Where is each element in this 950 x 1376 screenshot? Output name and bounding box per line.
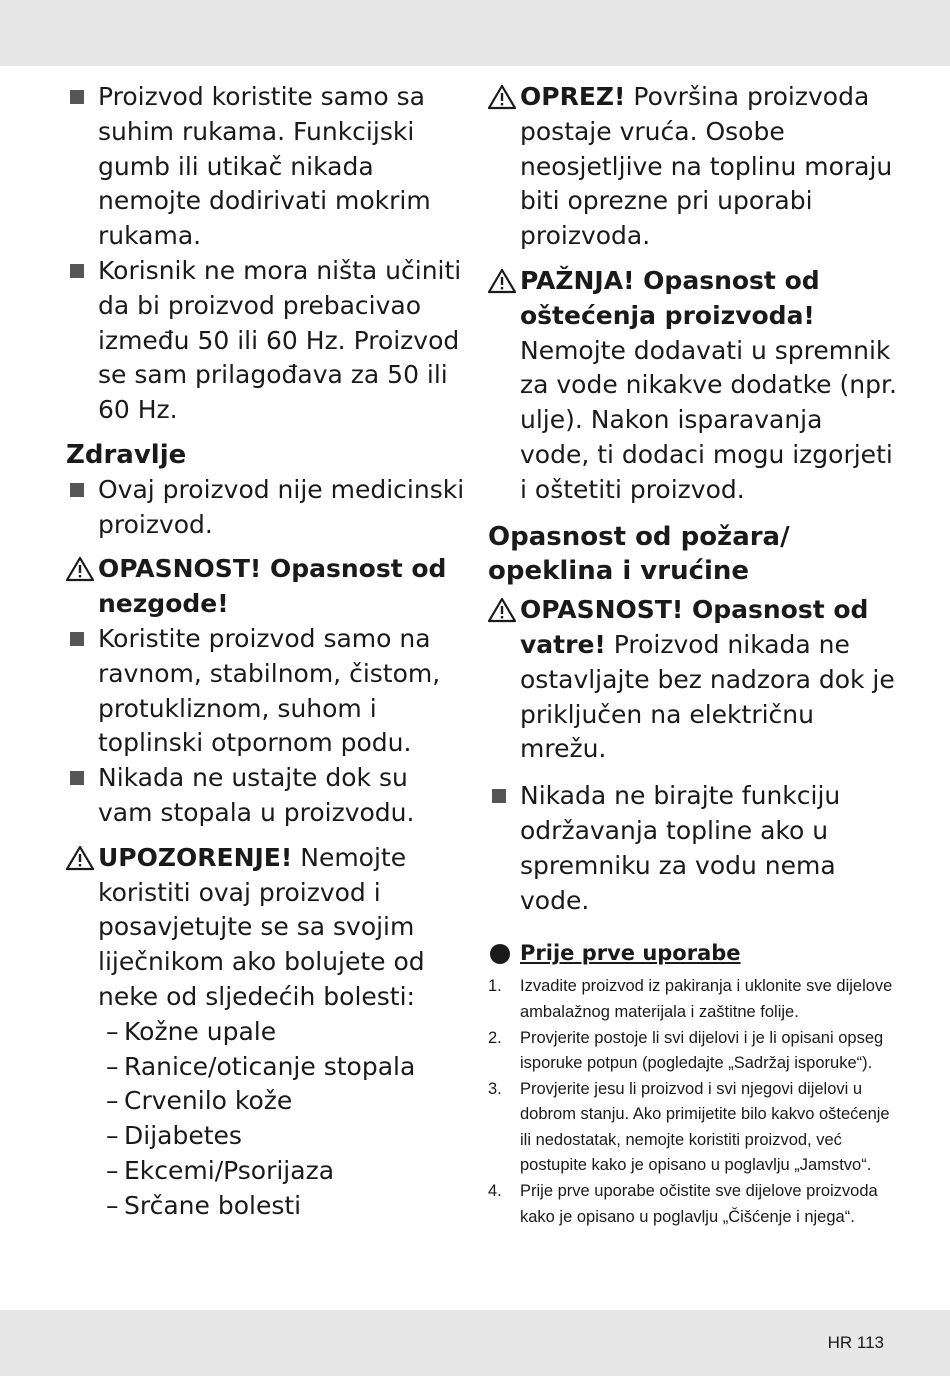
- left-column: [66, 80, 466, 1224]
- warning-notice: [66, 841, 466, 1015]
- square-bullet-icon: [70, 483, 84, 497]
- square-bullet-icon: [492, 789, 506, 803]
- step-item: 3. Provjerite jesu li proizvod i svi njegovi dijelovi u dobrom stanju. Ako primijetite bilo kakvo oštećenje ili nedostatak, nemojte koristiti proizvod, već postupite kako je opisano u poglavlju „Jamstvo“.: [488, 1079, 890, 1175]
- attention-label: PAŽNJA! Opasnost od oštećenja proizvoda!: [520, 265, 820, 330]
- disease-item: – Srčane bolesti: [106, 1190, 302, 1220]
- disease-item: – Kožne upale: [106, 1016, 277, 1046]
- disease-item: – Dijabetes: [106, 1121, 242, 1151]
- disease-item: – Crvenilo kože: [106, 1086, 293, 1116]
- list-item: Ovaj proizvod nije medicinski proizvod.: [66, 473, 466, 543]
- header-band: [0, 0, 950, 66]
- first-use-heading: Prije prve uporabe: [488, 938, 898, 968]
- footer-band: [0, 1310, 950, 1376]
- fire-text: Proizvod nikada ne ostavljajte bez nadzora dok je priključen na električnu mrežu.: [520, 629, 895, 764]
- list-item: Nikada ne birajte funkciju održavanja topline ako u spremniku za vodu nema vode.: [488, 779, 898, 918]
- warning-triangle-icon: [66, 556, 94, 582]
- step-item: 1. Izvadite proizvod iz pakiranja i uklonite sve dijelove ambalažnog materijala i zaštitne folije.: [488, 977, 893, 1021]
- square-bullet-icon: [70, 632, 84, 646]
- caution-text: Površina proizvoda postaje vruća. Osobe neosjetljive na toplinu moraju biti oprezne pri uporabi proizvoda.: [520, 82, 893, 251]
- bullet-dot-icon: [490, 944, 510, 964]
- page-number: HR 113: [827, 1333, 884, 1352]
- step-item: 2. Provjerite postoje li svi dijelovi i je li opisani opseg isporuke potpun (pogledajte „Sadržaj isporuke“).: [488, 1028, 884, 1073]
- warning-triangle-icon: [66, 845, 94, 871]
- list-item: Koristite proizvod samo na ravnom, stabilnom, čistom, protukliznom, suhom i toplinski otpornom podu.: [66, 622, 466, 761]
- step-item: 4. Prije prve uporabe očistite sve dijelove proizvoda kako je opisano u poglavlju „Čišćenje i njega“.: [488, 1182, 878, 1226]
- attention-notice: [488, 264, 898, 508]
- warning-triangle-icon: [488, 268, 516, 294]
- fire-label: OPASNOST! Opasnost od vatre!: [520, 595, 869, 659]
- caution-label: OPREZ!: [520, 82, 626, 111]
- square-bullet-icon: [70, 90, 84, 104]
- fire-notice: [488, 593, 898, 767]
- first-use-steps: [488, 974, 898, 1230]
- caution-notice: [488, 80, 898, 254]
- list-item: Proizvod koristite samo sa suhim rukama. Funkcijski gumb ili utikač nikada nemojte dodirivati mokrim rukama.: [66, 80, 466, 254]
- warning-triangle-icon: [488, 597, 516, 623]
- right-column: [488, 80, 898, 1230]
- attention-text: Nemojte dodavati u spremnik za vode nikakve dodatke (npr. ulje). Nakon isparavanja vode, ti dodaci mogu izgorjeti i oštetiti proizvod.: [520, 335, 897, 504]
- square-bullet-icon: [70, 264, 84, 278]
- list-item: Korisnik ne mora ništa učiniti da bi proizvod prebacivao između 50 ili 60 Hz. Proizvod se sam prilagođava za 50 ili 60 Hz.: [66, 254, 466, 428]
- disease-item: – Ekcemi/Psorijaza: [106, 1155, 335, 1185]
- warning-text: Nemojte koristiti ovaj proizvod i posavjetujte se sa svojim liječnikom ako bolujete od neke od sljedećih bolesti:: [98, 842, 425, 1011]
- disease-item: – Ranice/oticanje stopala: [106, 1051, 416, 1081]
- square-bullet-icon: [70, 771, 84, 785]
- warning-triangle-icon: [488, 84, 516, 110]
- warning-label: UPOZORENJE!: [98, 842, 293, 872]
- section-heading-fire: Opasnost od požara/ opeklina i vrućine: [488, 521, 790, 587]
- list-item: Nikada ne ustajte dok su vam stopala u proizvodu.: [66, 761, 466, 831]
- danger-notice: OPASNOST! Opasnost od nezgode!: [66, 552, 466, 622]
- section-heading-health: Zdravlje: [66, 439, 187, 470]
